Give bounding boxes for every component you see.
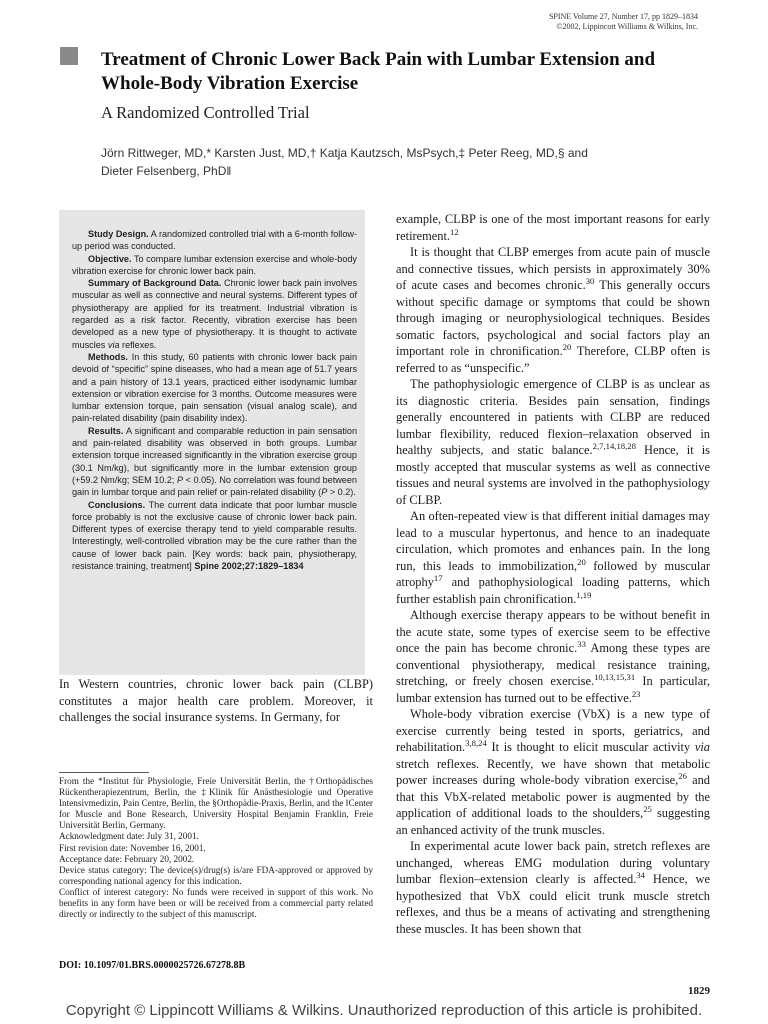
footnote-affiliations: From the *Institut für Physiologie, Freie Universität Berlin, the †Orthopädisches Rückentherapiezentrum, Berlin, the ‡Klinik für Anästhesiologie und Operative Intensivmedizin, Pain Centre, Berlin, the §Orthopädie-Praxis, Berlin, and the ‖Center for Muscle and Bone Research, University Hospital Benjamin Franklin, Freie Universität Berlin, Germany.	[59, 776, 373, 831]
section-text: < 0.05). No correlation was found between gain in lumbar torque and pain relief or pain-related disability (	[72, 474, 357, 498]
abstract-citation: Spine 2002;27:1829–1834	[194, 561, 304, 572]
paragraph-2	[396, 244, 710, 376]
reference-superscript: 30	[585, 275, 595, 286]
footnote-conflict: Conflict of interest category: No funds were received in support of this work. No benefits in any form have been or will be received from a commercial party related directly or indirectly to the subject of this manuscript.	[59, 886, 373, 920]
abstract-results	[72, 425, 357, 499]
italic-text: via	[107, 339, 120, 350]
paragraph-4	[396, 508, 710, 607]
reference-superscript: 17	[433, 572, 443, 583]
footnote-ack-date: Acknowledgment date: July 31, 2001.	[59, 831, 199, 842]
section-label: Conclusions.	[88, 499, 146, 510]
body-text: This generally occurs without specific damage or symptoms that could be shown through imaging or neurophysiological techniques. Besides somatic factors, psychological and social factors play an important role in chronification.	[396, 278, 710, 358]
reference-superscript: 20	[577, 556, 586, 567]
author-list	[101, 144, 661, 180]
section-text: To compare lumbar extension exercise and whole-body vibration exercise for chronic lower back pain.	[72, 253, 357, 276]
body-text: It is thought to elicit muscular activity	[491, 740, 691, 754]
reference-superscript: 10,13,15,31	[594, 671, 636, 682]
body-text: An often-repeated view is that different initial damages may lead to a muscular hypertonus, and hence to an inadequate circulation, which promotes and enhances pain. In the long run, this leads to immobilization,	[396, 509, 710, 573]
author-line-2: Dieter Felsenberg, PhD‖	[101, 164, 232, 178]
reference-superscript: 25	[643, 803, 652, 814]
body-text: suggesting an enhanced activity of the trunk muscles.	[396, 806, 710, 837]
body-text: example, CLBP is one of the most important reasons for early retirement.	[396, 212, 710, 243]
reference-superscript: 26	[678, 770, 687, 781]
body-text: and pathophysiological loading patterns, which further establish pain chronification.	[396, 575, 710, 606]
body-text: In Western countries, chronic lower back pain (CLBP) constitutes a major health care problem. Moreover, it challenges the social insurance systems. In Germany, for	[59, 677, 373, 724]
body-text: It is thought that CLBP emerges from acute pain of muscle and connective tissues, which persists in approximately 30% of acute cases and becomes chronic.	[396, 245, 710, 292]
italic-text: P	[321, 487, 328, 498]
section-text: The current data indicate that poor lumbar muscle force probably is not the exclusive cause of chronic lower back pain. Different types of exercise therapy tend to yield comparable results. Interestingly, well-controlled vibration may be the cure rather than the cause of lower back pain. [Key words: back pain, physiotherapy, resistance training, treatment]	[72, 499, 358, 572]
abstract-objective	[72, 253, 357, 278]
reference-superscript: 2,7,14,18,28	[592, 440, 636, 451]
italic-text: P	[177, 474, 184, 485]
footnote-revision-date: First revision date: November 16, 2001.	[59, 842, 206, 853]
author-line-1: Jörn Rittweger, MD,* Karsten Just, MD,† Katja Kautzsch, MsPsych,‡ Peter Reeg, MD,§ and	[101, 146, 588, 160]
abstract-methods	[72, 351, 357, 425]
body-text: Hence, it is mostly accepted that muscular systems as well as connective tissues and neural systems are involved in the pathophysiology of CLBP.	[396, 443, 710, 507]
footnote-acceptance-date: Acceptance date: February 20, 2002.	[59, 853, 195, 864]
italic-text: via	[694, 740, 710, 754]
journal-copyright-line: ©2002, Lippincott Williams & Wilkins, Inc.	[556, 22, 698, 31]
reference-superscript: 1,19	[576, 589, 592, 600]
journal-header	[549, 12, 698, 32]
body-text: Therefore, CLBP often is referred to as “unspecific.”	[396, 344, 711, 375]
paragraph-7	[396, 838, 710, 937]
section-text: In this study, 60 patients with chronic lower back pain devoid of “specific” spine diseases, who had a mean age of 51.7 years and a pain history of 13.1 years, practiced either isodynamic lumbar extension or vibration exercise for 3 months. Outcome measures were lumbar extension torque, pain sensation (visual analog scale), and pain-related disability (pain disability index).	[72, 351, 357, 424]
copyright-notice: Copyright © Lippincott Williams & Wilkins. Unauthorized reproduction of this article is prohibited.	[65, 1002, 703, 1019]
intro-paragraph	[59, 676, 373, 726]
body-text: stretch reflexes. Recently, we have shown that metabolic power increases during whole-body vibration exercise,	[396, 756, 710, 787]
reference-superscript: 20	[562, 341, 572, 352]
body-text: Among these types are conventional physiotherapy, medical resistance training, stretching, or freely chosen exercise.	[396, 641, 710, 688]
abstract-study-design	[72, 228, 357, 253]
footnote-device-status: Device status category: The device(s)/drug(s) is/are FDA-approved or approved by corresponding national agency for this indication.	[59, 864, 373, 886]
reference-superscript: 33	[577, 638, 586, 649]
abstract-background	[72, 277, 357, 351]
body-text: In experimental acute lower back pain, stretch reflexes are unchanged, whereas EMG modulation during voluntary lumbar flexion–extension clearly is affected.	[396, 839, 710, 886]
reference-superscript: 3,8,24	[465, 737, 487, 748]
paragraph-1	[396, 211, 710, 244]
body-text: The pathophysiologic emergence of CLBP is as unclear as its diagnostic criteria. Besides pain sensation, findings generally encountered in patients with CLBP are reduced lumbar flexibility, reduced flexion–relaxation observed in healthy subjects, and static balance.	[396, 377, 710, 457]
section-text: > 0.2).	[329, 487, 356, 498]
page-number: 1829	[688, 985, 710, 997]
section-label: Summary of Background Data.	[88, 278, 222, 289]
section-label: Methods.	[88, 351, 128, 362]
right-column	[396, 211, 710, 937]
paragraph-3	[396, 376, 710, 508]
section-label: Study Design.	[88, 229, 149, 239]
article-subtitle: A Randomized Controlled Trial	[101, 103, 310, 122]
paragraph-5	[396, 607, 710, 706]
section-label: Objective.	[88, 253, 132, 264]
body-text: Whole-body vibration exercise (VbX) is a new type of exercise currently being tested in sports, geriatrics, and rehabilitation.	[396, 707, 710, 754]
body-text: Hence, we hypothesized that VbX could elicit trunk muscle stretch reflexes, and thus be a means of activating and strengthening these muscles. It has been shown that	[396, 872, 710, 936]
abstract	[72, 228, 357, 572]
section-text: A randomized controlled trial with a 6-month follow-up period was conducted.	[72, 229, 357, 252]
body-text: Although exercise therapy appears to be without benefit in the acute state, some types of exercise seem to be effective once the pain has become chronic.	[396, 608, 710, 655]
doi: DOI: 10.1097/01.BRS.0000025726.67278.8B	[59, 960, 246, 971]
section-label: Results.	[88, 425, 124, 436]
reference-superscript: 12	[450, 226, 459, 237]
footnotes	[59, 776, 373, 920]
paragraph-6	[396, 706, 710, 838]
abstract-conclusions	[72, 499, 357, 573]
body-text: followed by muscular atrophy	[396, 558, 710, 589]
section-text: A significant and comparable reduction in pain sensation and pain-related disability was observed in both groups. Lumbar extension torque increased significantly in the vibration exercise group (30.1 Nm/kg), but significantly more in the lumbar extension group (+59.2 Nm/kg; SEM 10.2;	[72, 425, 358, 485]
article-title: Treatment of Chronic Lower Back Pain with Lumbar Extension and Whole-Body Vibration Exercise	[101, 49, 656, 94]
section-text: reflexes.	[122, 339, 157, 350]
reference-superscript: 23	[631, 688, 641, 699]
body-text: In particular, lumbar extension has turned out to be effective.	[396, 674, 710, 705]
title-marker	[60, 47, 78, 65]
section-text: Chronic lower back pain involves muscular as well as connective and neural systems. Different types of physiotherapy are applied for its treatment. Industrial vibration is regarded as a risk factor. Recently, vibration exercise has been developed as a new type of physiotherapy. It is thought to activate muscles	[72, 278, 357, 350]
body-text: and that this VbX-related metabolic power is augmented by the application of additional loads to the shoulders,	[396, 773, 710, 820]
journal-volume-line: SPINE Volume 27, Number 17, pp 1829–1834	[548, 12, 698, 21]
reference-superscript: 34	[636, 869, 645, 880]
footnote-divider	[59, 772, 149, 773]
